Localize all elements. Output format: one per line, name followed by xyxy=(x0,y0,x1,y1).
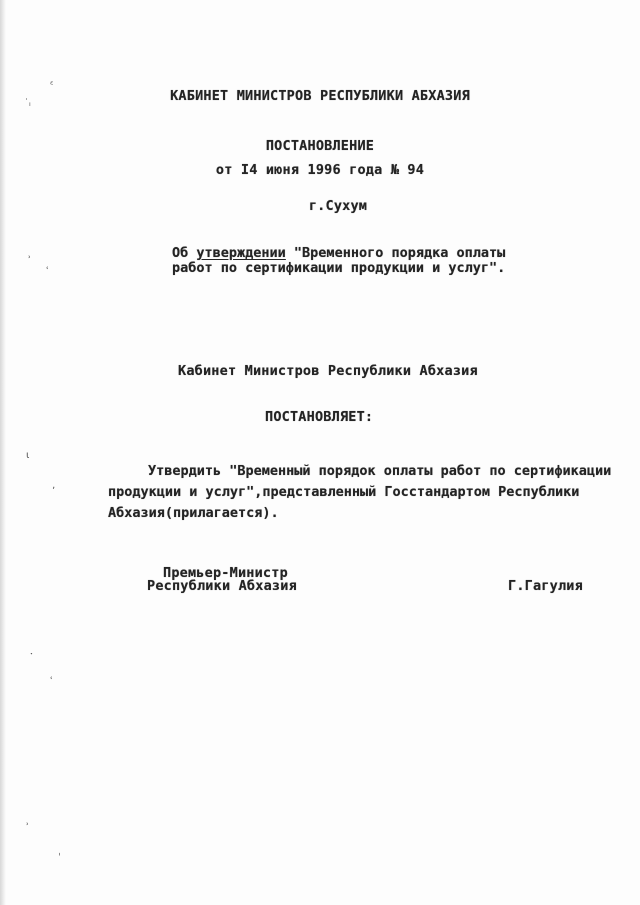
document-type: ПОСТАНОВЛЕНИЕ xyxy=(265,138,375,154)
date-and-number: от I4 июня 1996 года № 94 xyxy=(215,162,425,178)
body-line-1: Утвердить "Временный порядок оплаты работ по сертификации xyxy=(148,463,612,479)
signatory-title-line-2: Республики Абхазия xyxy=(147,578,297,594)
binding-mark: ɩ xyxy=(26,450,30,461)
subject-line-2: работ по сертификации продукции и услуг". xyxy=(172,260,506,276)
subject-line-1: Об утверждении "Временного порядка оплаты xyxy=(172,245,506,261)
body-line-3: Абхазия(прилагается). xyxy=(108,505,279,521)
binding-mark: ˙ᵢ xyxy=(24,98,31,109)
body-line-2: продукции и услуг",представленный Госстандартом Республики xyxy=(108,484,580,500)
binding-mark: ᵋ xyxy=(50,80,54,91)
binding-mark: ʾ xyxy=(28,255,32,266)
resolution-body xyxy=(108,461,612,524)
binding-mark: ʿ xyxy=(46,266,50,277)
binding-mark: ʾ xyxy=(26,822,30,833)
binding-mark: ʼ xyxy=(52,486,56,497)
signatory-title-line-1: Премьер-Министр xyxy=(163,565,288,581)
city-line: г.Сухум xyxy=(308,198,368,214)
authority-line: Кабинет Министров Республики Абхазия xyxy=(178,363,478,379)
signatory-name: Г.Гагулия xyxy=(508,578,583,594)
binding-mark: ʿ xyxy=(50,676,54,687)
subject-underlined-word: утверждении xyxy=(196,245,286,261)
cabinet-heading: КАБИНЕТ МИНИСТРОВ РЕСПУБЛИКИ АБХАЗИЯ xyxy=(170,88,470,104)
binding-mark: ˌ xyxy=(58,846,61,857)
binding-mark: ˑ xyxy=(30,650,34,661)
decrees-line: ПОСТАНОВЛЯЕТ: xyxy=(265,409,374,425)
page-edge-shadow xyxy=(0,0,6,905)
subject-block xyxy=(172,246,505,276)
